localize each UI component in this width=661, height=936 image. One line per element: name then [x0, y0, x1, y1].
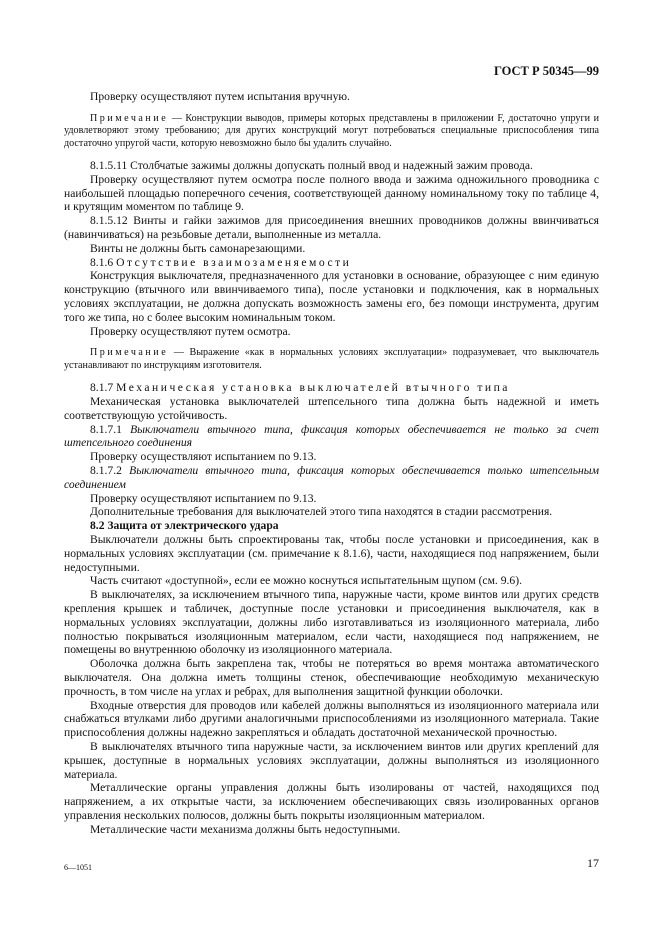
clause-number: 8.1.7.2 [90, 463, 130, 477]
paragraph: Проверку осуществляют путем осмотра. [90, 324, 291, 338]
paragraph: Выключатели должны быть спроектированы так, чтобы после установки и присоединения, как в нормальных условиях эксплуатации (см. примечание к 8.1.6), части, находящиеся под напряжением, были недоступными. [64, 532, 599, 574]
paragraph: В выключателях, за исключением втычного типа, наружные части, кроме винтов или других средств крепления крышек и табличек, доступные после установки и присоединения выключателя, как в нормальных условиях эксплуатации, должны либо изготавливаться из изоляционного материала, либо полностью покрываться изоляционным материалом, если части, находящиеся под напряжением, не помещены во внутреннюю оболочку из изоляционного материала. [64, 588, 599, 657]
section-title: Отсутствие взаимозаменяемости [116, 255, 352, 269]
clause-8-1-7-2 [64, 464, 599, 492]
paragraph: Часть считают «доступной», если ее можно коснуться испытательным щупом (см. 9.6). [90, 574, 522, 588]
section-heading-8-1-6 [64, 256, 599, 270]
paragraph: Дополнительные требования для выключателей этого типа находятся в стадии рассмотрения. [90, 505, 553, 519]
section-title: Механическая установка выключателей втычного типа [116, 381, 510, 395]
note-paragraph [64, 113, 599, 150]
paragraph: Механическая установка выключателей штепсельного типа должна быть надежной и иметь соответствующую устойчивость. [64, 394, 599, 422]
clause-number: 8.1.7.1 [90, 422, 131, 436]
paragraph: Проверку осуществляют испытанием по 9.13. [90, 450, 317, 464]
clause-8-1-5-11: 8.1.5.11 Столбчатые зажимы должны допускать полный ввод и надежный зажим провода. [90, 159, 533, 173]
section-number: 8.1.7 [90, 381, 117, 395]
note-label: Примечание [90, 112, 169, 124]
paragraph: Винты не должны быть самонарезающими. [90, 241, 306, 255]
print-mark: 6—1051 [64, 863, 92, 872]
paragraph: В выключателях втычного типа наружные части, за исключением винтов или других креплений для крышек, доступные в нормальных условиях эксплуатации, должны выполняться из изоляционного материала. [64, 739, 599, 781]
document-body [64, 90, 599, 836]
paragraph: Металлические части механизма должны быть недоступными. [90, 822, 401, 836]
paragraph: Проверку осуществляют путем осмотра после полного ввода и зажима одножильного проводника с наибольшей площадью поперечного сечения, соответствующей данному номинальному току по таблице 4, и крутящим моментом по таблице 9. [64, 172, 599, 214]
paragraph: Проверку осуществляют испытанием по 9.13. [90, 491, 317, 505]
paragraph: Конструкция выключателя, предназначенного для установки в основание, образующее с ним единую конструкцию (втычного или ввинчиваемого типа), после установки и подключения, как в нормальных условиях эксплуатации, не должна допускать возможность замены его, без помощи инструмента, другим того же типа, но с более высоким номинальным током. [64, 269, 599, 324]
page-number: 17 [587, 856, 599, 870]
paragraph: Проверку осуществляют путем испытания вручную. [90, 90, 350, 103]
paragraph: Входные отверстия для проводов или кабелей должны выполняться из изоляционного материала или снабжаться втулками либо другими аналогичными приспособлениями из изоляционного материала. Такие приспособления должны надежно закрепляться и обладать достаточной механической прочностью. [64, 698, 599, 740]
clause-title: Выключатели втычного типа, фиксация которых обеспечивается не только за счет штепсельного соединения [64, 422, 600, 450]
section-number: 8.1.6 [90, 255, 117, 269]
note-text: — Конструкции выводов, примеры которых представлены в приложении F, достаточно упруги и удовлетворяют этому требованию; для других конструкций могут потребоваться специальные приспособления типа достаточно упругой части, которую невозможно было бы удалить случайно. [64, 112, 599, 149]
paragraph: Металлические органы управления должны быть изолированы от частей, находящихся под напряжением, а их открытые части, за исключением обеспечивающих связь изолированных органов управления нескольких полюсов, должны быть покрыты изоляционным материалом. [64, 781, 599, 822]
note-label: Примечание [90, 347, 169, 359]
section-heading-8-2: 8.2 Защита от электрического удара [90, 519, 279, 533]
document-header: ГОСТ Р 50345—99 [493, 64, 599, 78]
note-paragraph [64, 347, 599, 372]
clause-8-1-7-1 [64, 423, 599, 451]
clause-title: Выключатели втычного типа, фиксация которых обеспечивается только штепсельным соединением [64, 463, 600, 491]
note-text: — Выражение «как в нормальных условиях эксплуатации» подразумевает, что выключатель устанавливают по инструкциям изготовителя. [64, 347, 599, 371]
paragraph: Оболочка должна быть закреплена так, чтобы не потеряться во время монтажа автоматического выключателя. Она должна иметь толщины стенок, обеспечивающие необходимую механическую прочность, в том числе на углах и ребрах, для выполнения защитной функции оболочки. [64, 657, 599, 698]
clause-8-1-5-12: 8.1.5.12 Винты и гайки зажимов для присоединения внешних проводников должны ввинчиваться (навинчиваться) на резьбовые детали, выполненные из металла. [64, 214, 599, 241]
section-heading-8-1-7 [64, 381, 599, 395]
